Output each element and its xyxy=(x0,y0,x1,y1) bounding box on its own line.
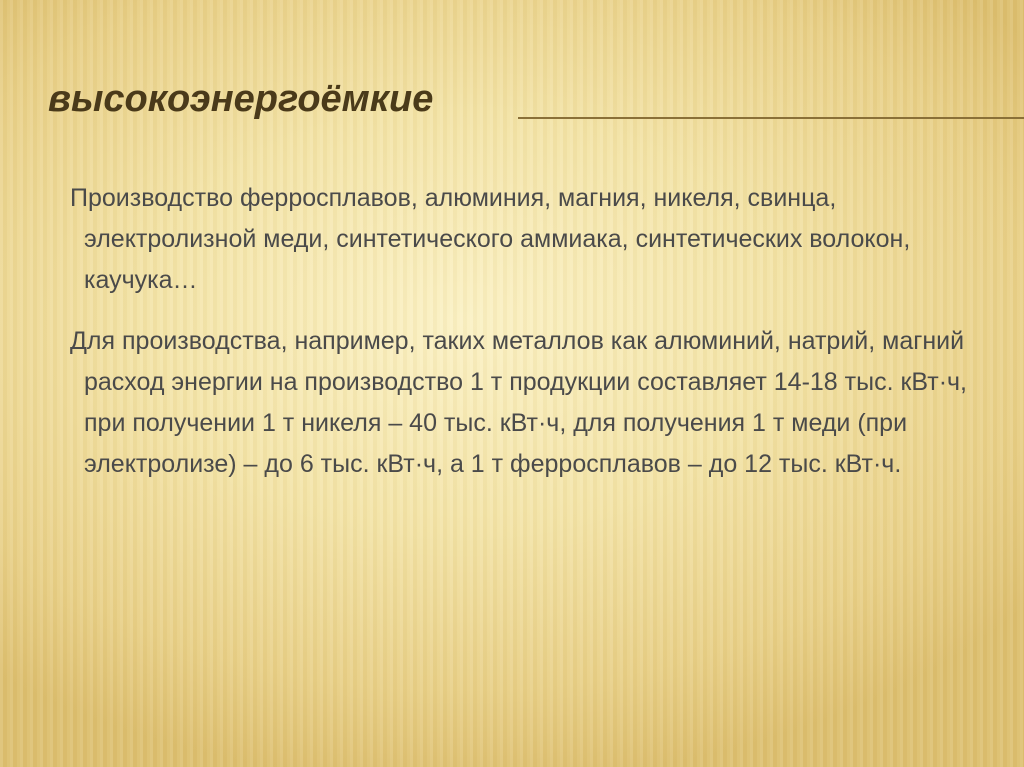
paragraph-2: Для производства, например, таких металлов как алюминий, натрий, магний расход энергии на производство 1 т продукции составляет 14-18 тыс. кВт·ч, при получении 1 т никеля – 40 тыс. кВт·ч, для получения 1 т меди (при электролизе) – до 6 тыс. кВт·ч, а 1 т ферросплавов – до 12 тыс. кВт·ч. xyxy=(70,327,967,478)
title-underline xyxy=(518,117,1024,119)
title-row xyxy=(48,74,1024,124)
slide-title: высокоэнергоёмкие xyxy=(48,78,434,120)
slide-body xyxy=(70,178,994,485)
paragraph-1: Производство ферросплавов, алюминия, магния, никеля, свинца, электролизной меди, синтетического аммиака, синтетических волокон, каучука… xyxy=(70,184,911,294)
